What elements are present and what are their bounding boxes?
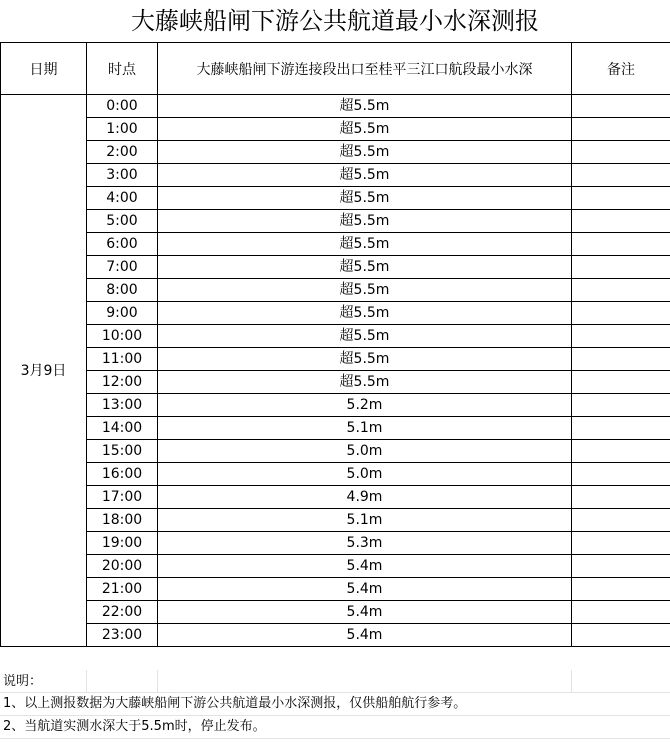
depth-cell: 超5.5m (158, 279, 572, 302)
depth-cell: 超5.5m (158, 141, 572, 164)
depth-cell: 4.9m (158, 486, 572, 509)
time-cell: 2:00 (87, 141, 158, 164)
table-row (1, 279, 670, 302)
depth-cell: 超5.5m (158, 187, 572, 210)
header-time: 时点 (87, 43, 158, 95)
table-row (1, 187, 670, 210)
time-cell: 11:00 (87, 348, 158, 371)
header-min-depth: 大藤峡船闸下游连接段出口至桂平三江口航段最小水深 (158, 43, 572, 95)
time-cell: 0:00 (87, 95, 158, 118)
table-row (1, 95, 670, 118)
table-row (1, 463, 670, 486)
note-item-1: 1、以上测报数据为大藤峡船闸下游公共航道最小水深测报，仅供船舶航行参考。 (3, 696, 467, 711)
remark-cell (572, 279, 670, 302)
time-cell: 7:00 (87, 256, 158, 279)
time-cell: 18:00 (87, 509, 158, 532)
remark-cell (572, 578, 670, 601)
time-cell: 9:00 (87, 302, 158, 325)
table-header-row (1, 43, 670, 95)
table-row (1, 417, 670, 440)
date-cell: 3月9日 (1, 95, 87, 647)
time-cell: 14:00 (87, 417, 158, 440)
remark-cell (572, 141, 670, 164)
remark-cell (572, 532, 670, 555)
remark-cell (572, 256, 670, 279)
depth-cell: 超5.5m (158, 233, 572, 256)
depth-cell: 5.2m (158, 394, 572, 417)
table-row (1, 601, 670, 624)
table-row (1, 118, 670, 141)
depth-cell: 超5.5m (158, 210, 572, 233)
depth-cell: 5.4m (158, 555, 572, 578)
table-row (1, 164, 670, 187)
remark-cell (572, 302, 670, 325)
table-row (1, 141, 670, 164)
time-cell: 17:00 (87, 486, 158, 509)
time-cell: 8:00 (87, 279, 158, 302)
grid-line (571, 670, 572, 693)
time-cell: 16:00 (87, 463, 158, 486)
table-row (1, 440, 670, 463)
time-cell: 3:00 (87, 164, 158, 187)
time-cell: 10:00 (87, 325, 158, 348)
header-date: 日期 (1, 43, 87, 95)
remark-cell (572, 164, 670, 187)
table-row (1, 256, 670, 279)
table-row (1, 555, 670, 578)
depth-cell: 超5.5m (158, 371, 572, 394)
table-row (1, 624, 670, 647)
time-cell: 6:00 (87, 233, 158, 256)
grid-line (157, 670, 158, 693)
page-title: 大藤峡船闸下游公共航道最小水深测报 (131, 7, 539, 35)
depth-report-table (0, 42, 670, 647)
table-row (1, 509, 670, 532)
time-cell: 23:00 (87, 624, 158, 647)
time-cell: 22:00 (87, 601, 158, 624)
depth-cell: 超5.5m (158, 348, 572, 371)
time-cell: 20:00 (87, 555, 158, 578)
remark-cell (572, 440, 670, 463)
remark-cell (572, 210, 670, 233)
table-row (1, 371, 670, 394)
table-body (1, 95, 670, 647)
depth-cell: 5.4m (158, 624, 572, 647)
grid-line (86, 670, 87, 693)
depth-cell: 超5.5m (158, 164, 572, 187)
depth-cell: 超5.5m (158, 302, 572, 325)
remark-cell (572, 371, 670, 394)
remark-cell (572, 118, 670, 141)
depth-cell: 超5.5m (158, 118, 572, 141)
depth-cell: 5.3m (158, 532, 572, 555)
grid-line (0, 738, 670, 739)
remark-cell (572, 233, 670, 256)
time-cell: 5:00 (87, 210, 158, 233)
table-row (1, 325, 670, 348)
depth-cell: 5.0m (158, 463, 572, 486)
depth-cell: 5.1m (158, 509, 572, 532)
remark-cell (572, 624, 670, 647)
table-row (1, 233, 670, 256)
depth-cell: 超5.5m (158, 95, 572, 118)
depth-cell: 5.1m (158, 417, 572, 440)
notes-heading: 说明： (3, 674, 43, 689)
notes-grid-row (0, 670, 670, 693)
note-item-2: 2、当航道实测水深大于5.5m时，停止发布。 (3, 719, 266, 734)
time-cell: 1:00 (87, 118, 158, 141)
remark-cell (572, 601, 670, 624)
table-row (1, 486, 670, 509)
time-cell: 12:00 (87, 371, 158, 394)
remark-cell (572, 348, 670, 371)
header-remark: 备注 (572, 43, 670, 95)
remark-cell (572, 394, 670, 417)
remark-cell (572, 509, 670, 532)
table-row (1, 394, 670, 417)
depth-cell: 5.0m (158, 440, 572, 463)
time-cell: 19:00 (87, 532, 158, 555)
table-row (1, 348, 670, 371)
depth-cell: 5.4m (158, 601, 572, 624)
table-row (1, 532, 670, 555)
depth-cell: 5.4m (158, 578, 572, 601)
remark-cell (572, 555, 670, 578)
time-cell: 15:00 (87, 440, 158, 463)
time-cell: 4:00 (87, 187, 158, 210)
table-row (1, 578, 670, 601)
remark-cell (572, 463, 670, 486)
depth-cell: 超5.5m (158, 256, 572, 279)
remark-cell (572, 187, 670, 210)
remark-cell (572, 325, 670, 348)
time-cell: 13:00 (87, 394, 158, 417)
remark-cell (572, 486, 670, 509)
time-cell: 21:00 (87, 578, 158, 601)
depth-cell: 超5.5m (158, 325, 572, 348)
table-row (1, 210, 670, 233)
table-row (1, 302, 670, 325)
remark-cell (572, 95, 670, 118)
remark-cell (572, 417, 670, 440)
